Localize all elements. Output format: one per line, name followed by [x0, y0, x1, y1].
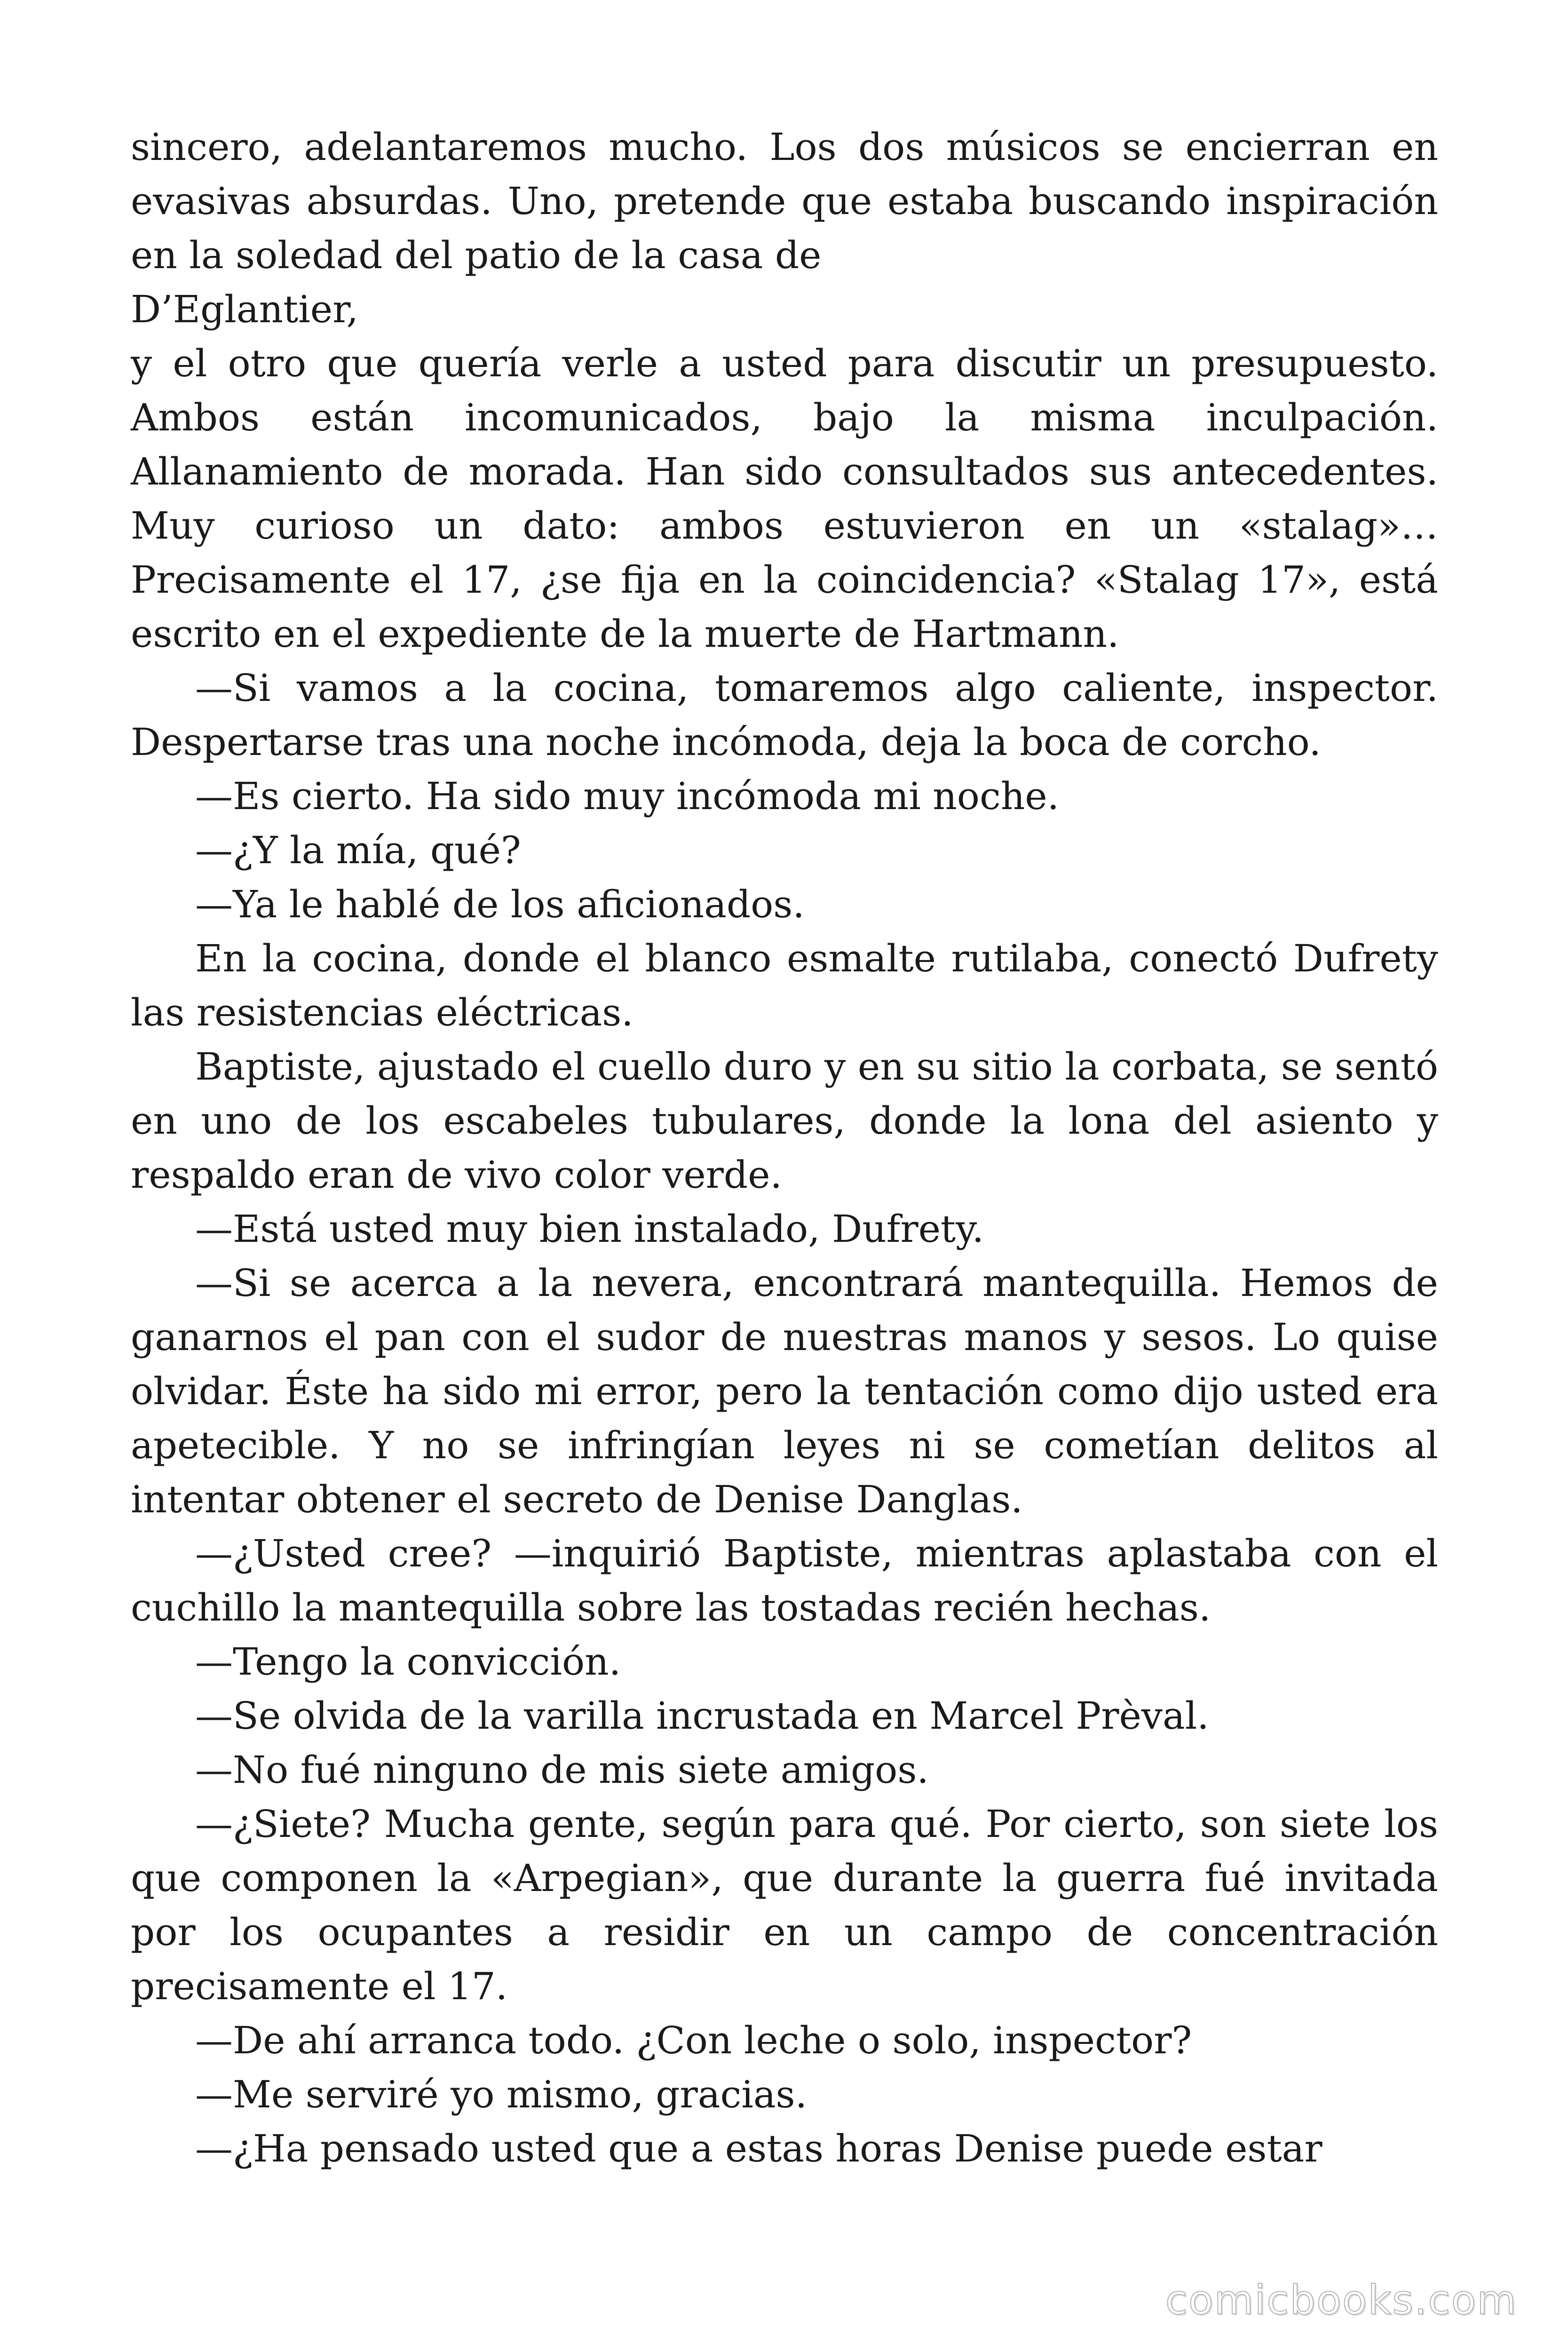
paragraph: Baptiste, ajustado el cuello duro y en su sitio la corbata, se sentó en uno de los escabeles tubulares, donde la lona del asiento y respaldo eran de vivo color verde. — [131, 1045, 1438, 1197]
paragraph: —Se olvida de la varilla incrustada en Marcel Prèval. — [195, 1694, 1209, 1738]
site-watermark: comicbooks.com — [1165, 2277, 1517, 2324]
paragraph: En la cocina, donde el blanco esmalte rutilaba, conectó Dufrety las resistencias eléctricas. — [131, 937, 1438, 1034]
paragraph: —Me serviré yo mismo, gracias. — [195, 2073, 808, 2116]
paragraph-continued-opening — [131, 120, 1438, 661]
paragraph: —Tengo la convicción. — [195, 1640, 621, 1684]
paragraph: —¿Siete? Mucha gente, según para qué. Por cierto, son siete los que componen la «Arpegian», que durante la guerra fué invitada por los ocupantes a residir en un campo de concentración precisamente el 17. — [131, 1802, 1438, 2008]
paragraph: —Ya le hablé de los aficionados. — [195, 882, 805, 926]
paragraph: —¿Ha pensado usted que a estas horas Denise puede estar — [195, 2127, 1323, 2170]
text-line: y el otro que quería verle a usted para discutir un presupuesto. Ambos están incomunicados, bajo la misma inculpación. Allanamiento de morada. Han sido consultados sus antecedentes. Muy curioso un dato: ambos estuvieron en un «stalag»… Precisamente el 17, ¿se fija en la coincidencia? «Stalag 17», está escrito en el expediente de la muerte de Hartmann. — [131, 342, 1438, 656]
paragraph: —Si se acerca a la nevera, encontrará mantequilla. Hemos de ganarnos el pan con el sudor de nuestras manos y sesos. Lo quise olvidar. Éste ha sido mi error, pero la tentación como dijo usted era apetecible. Y no se infringían leyes ni se cometían delitos al intentar obtener el secreto de Denise Danglas. — [131, 1261, 1438, 1521]
text-line: sincero, adelantaremos mucho. Los dos músicos se encierran en evasivas absurdas. Uno, pretende que estaba buscando inspiración en la soledad del patio de la casa de — [131, 125, 1438, 277]
paragraph: —De ahí arranca todo. ¿Con leche o solo, inspector? — [195, 2018, 1192, 2062]
paragraph: —Si vamos a la cocina, tomaremos algo caliente, inspector. Despertarse tras una noche incómoda, deja la boca de corcho. — [131, 666, 1438, 764]
paragraph: —Es cierto. Ha sido muy incómoda mi noche. — [195, 774, 1060, 818]
text-line: D’Eglantier, — [131, 287, 358, 331]
paragraph: —Está usted muy bien instalado, Dufrety. — [195, 1207, 984, 1251]
book-page-text — [131, 120, 1438, 2176]
paragraph: —¿Y la mía, qué? — [195, 828, 521, 872]
paragraph: —¿Usted cree? —inquirió Baptiste, mientras aplastaba con el cuchillo la mantequilla sobre las tostadas recién hechas. — [131, 1532, 1438, 1629]
paragraph: —No fué ninguno de mis siete amigos. — [195, 1748, 929, 1792]
